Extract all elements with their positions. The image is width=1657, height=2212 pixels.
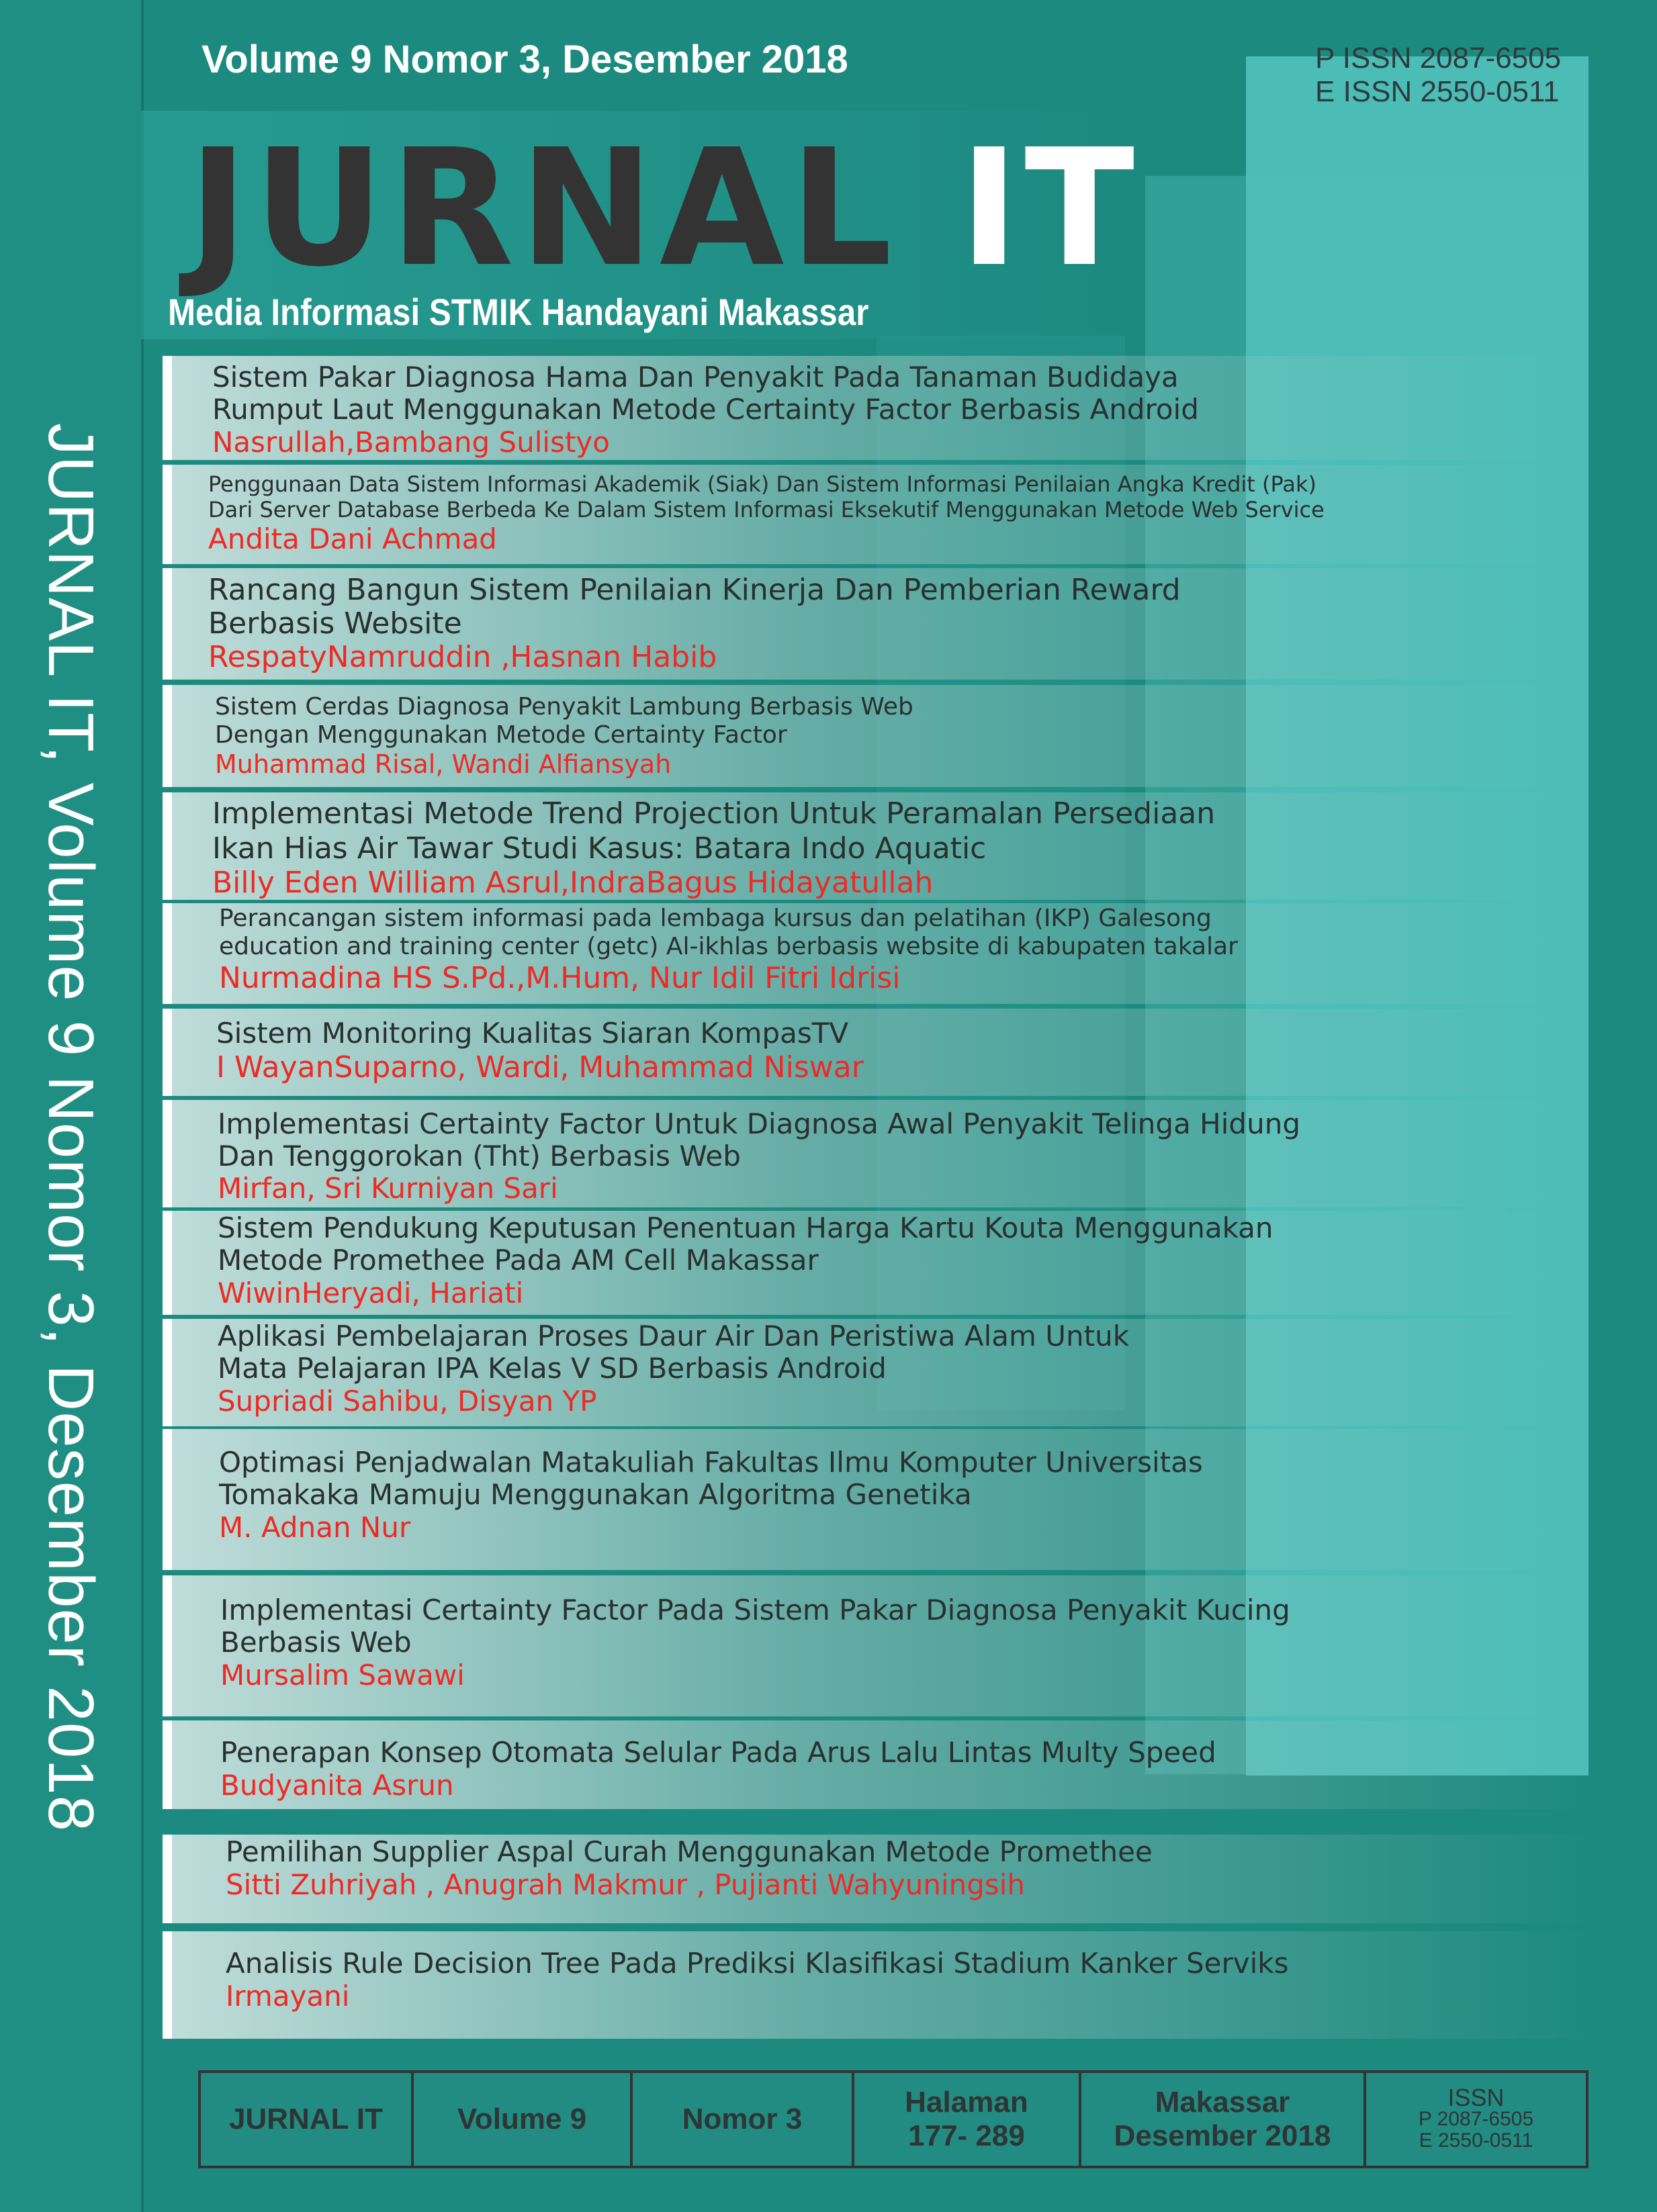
footer-date: Desember 2018 [1114,2119,1331,2152]
article-title-line: Dengan Menggunakan Metode Certainty Factor [215,721,787,749]
article-title-line: Pemilihan Supplier Aspal Curah Menggunakan Metode Promethee [226,1835,1153,1868]
article-title-line: Optimasi Penjadwalan Matakuliah Fakultas Ilmu Komputer Universitas [219,1446,1203,1479]
article-authors: Sitti Zuhriyah , Anugrah Makmur , Pujianti Wahyuningsih [226,1868,1026,1901]
article-item [163,1429,1586,1570]
journal-subtitle: Media Informasi STMIK Handayani Makassar [168,291,869,333]
article-item [163,1931,1586,2039]
article-item [163,1319,1586,1426]
article-item [163,1835,1586,1923]
article-item [163,465,1586,564]
article-authors: Budyanita Asrun [220,1769,454,1802]
article-authors: Nurmadina HS S.Pd.,M.Hum, Nur Idil Fitri Idrisi [219,961,901,995]
journal-title-part2: IT [959,114,1140,302]
footer-date-cell [1081,2073,1366,2166]
article-title-line: Penggunaan Data Sistem Informasi Akademik (Siak) Dan Sistem Informasi Penilaian Angka Kredit (Pak) [208,471,1316,497]
issn-electronic: E ISSN 2550-0511 [1315,75,1560,108]
article-item [163,1211,1586,1315]
journal-title [188,114,1140,302]
article-title-line: Rancang Bangun Sistem Penilaian Kinerja Dan Pemberian Reward [208,573,1181,607]
article-item [163,568,1586,680]
article-authors: Mursalim Sawawi [220,1659,465,1692]
article-authors: RespatyNamruddin ,Hasnan Habib [208,640,717,674]
footer-pages-label: Halaman [905,2086,1028,2119]
article-item [163,356,1586,460]
volume-header: Volume 9 Nomor 3, Desember 2018 [201,38,848,81]
article-item [163,903,1586,1004]
footer-journal-cell [201,2073,414,2166]
article-title-line: Sistem Monitoring Kualitas Siaran KompasTV [216,1017,849,1050]
article-authors: Muhammad Risal, Wandi Alfiansyah [215,749,672,779]
article-authors: WiwinHeryadi, Hariati [218,1277,524,1309]
footer-issn-print: P 2087-6505 [1418,2108,1534,2130]
spine-text: JURNAL IT, Volume 9 Nomor 3, Desember 2018 [35,423,107,1832]
article-authors: Billy Eden William Asrul,IndraBagus Hidayatullah [212,866,934,900]
article-title-line: Mata Pelajaran IPA Kelas V SD Berbasis Android [218,1352,887,1385]
footer-journal: JURNAL IT [229,2103,383,2135]
article-item [163,1009,1586,1096]
footer-volume-cell [414,2073,633,2166]
article-title-line: Ikan Hias Air Tawar Studi Kasus: Batara Indo Aquatic [212,831,987,866]
footer-city: Makassar [1155,2086,1290,2119]
article-title-line: Implementasi Certainty Factor Untuk Diagnosa Awal Penyakit Telinga Hidung [218,1107,1300,1140]
article-title-line: Dari Server Database Berbeda Ke Dalam Sistem Informasi Eksekutif Menggunakan Metode Web Service [208,497,1325,522]
footer-issue: Nomor 3 [682,2103,803,2135]
article-title-line: Berbasis Web [220,1626,412,1659]
article-authors: Irmayani [226,1980,350,2013]
article-item [163,1720,1586,1809]
article-title-line: Analisis Rule Decision Tree Pada Prediksi Klasifikasi Stadium Kanker Serviks [226,1947,1289,1980]
article-title-line: education and training center (getc) Al-ikhlas berbasis website di kabupaten takalar [219,933,1238,960]
article-item [163,685,1586,787]
article-authors: Andita Dani Achmad [208,522,497,555]
footer-issue-cell [633,2073,854,2166]
article-authors: I WayanSuparno, Wardi, Muhammad Niswar [216,1050,864,1085]
article-title-line: Perancangan sistem informasi pada lembaga kursus dan pelatihan (IKP) Galesong [219,905,1212,932]
issn-block [1315,42,1561,109]
cover-spine [0,0,144,2212]
issn-print: P ISSN 2087-6505 [1315,42,1562,75]
article-authors: Supriadi Sahibu, Disyan YP [218,1385,597,1418]
article-item [163,792,1586,900]
article-title-line: Metode Promethee Pada AM Cell Makassar [218,1244,819,1277]
article-title-line: Penerapan Konsep Otomata Selular Pada Arus Lalu Lintas Multy Speed [220,1736,1216,1769]
footer-pages-cell [854,2073,1081,2166]
footer-volume: Volume 9 [457,2103,587,2135]
article-item [163,1100,1586,1207]
article-authors: Mirfan, Sri Kurniyan Sari [218,1172,558,1205]
article-title-line: Aplikasi Pembelajaran Proses Daur Air Dan Peristiwa Alam Untuk [218,1320,1130,1352]
article-item [163,1575,1586,1716]
article-title-line: Berbasis Website [208,606,462,641]
article-authors: Nasrullah,Bambang Sulistyo [212,426,610,459]
footer-issn-electronic: E 2550-0511 [1419,2129,1533,2152]
article-title-line: Sistem Pakar Diagnosa Hama Dan Penyakit Pada Tanaman Budidaya [212,361,1179,394]
article-title-line: Implementasi Certainty Factor Pada Sistem Pakar Diagnosa Penyakit Kucing [220,1594,1290,1626]
footer-issn-label: ISSN [1447,2084,1505,2111]
footer-pages-range: 177- 289 [908,2119,1025,2152]
article-title-line: Implementasi Metode Trend Projection Untuk Peramalan Persediaan [212,796,1216,831]
article-title-line: Sistem Cerdas Diagnosa Penyakit Lambung Berbasis Web [215,693,913,721]
article-title-line: Tomakaka Mamuju Menggunakan Algoritma Genetika [219,1478,972,1511]
footer-issn-cell [1366,2073,1586,2166]
footer-info-table [198,2070,1588,2168]
article-title-line: Dan Tenggorokan (Tht) Berbasis Web [218,1140,741,1172]
article-title-line: Rumput Laut Menggunakan Metode Certainty Factor Berbasis Android [212,393,1199,426]
journal-title-part1: JURNAL [188,114,960,302]
article-title-line: Sistem Pendukung Keputusan Penentuan Harga Kartu Kouta Menggunakan [218,1211,1273,1244]
article-authors: M. Adnan Nur [219,1511,411,1544]
